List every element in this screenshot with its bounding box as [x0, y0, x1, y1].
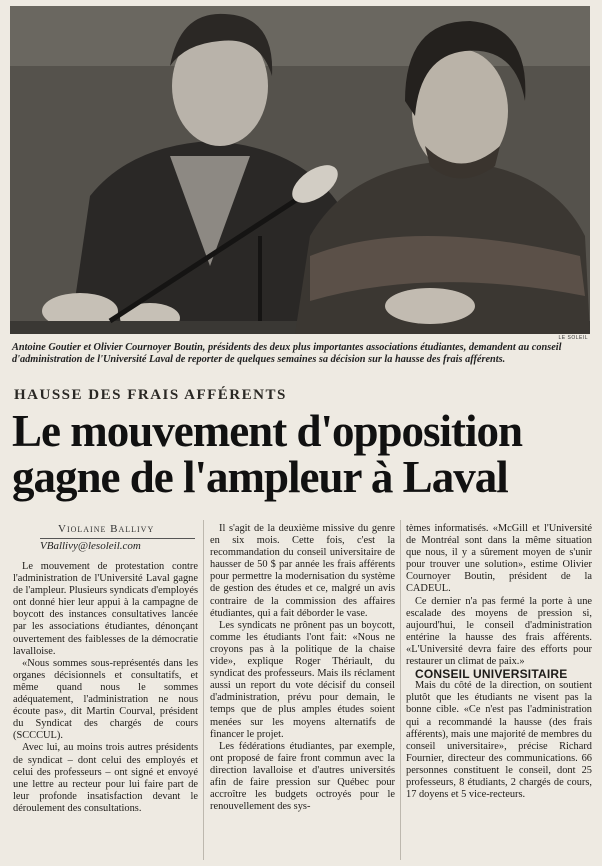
paragraph: Le mouvement de protestation contre l'administration de l'Université Laval gagne de l'ampleur. Plusieurs syndicats d'employés ont donné hier leur appui à la campagne de boycott des instances consultatives lancée par les associations étudiantes, dénonçant ouvertement des faiblesses de la démocratie lavalloise.: [13, 561, 198, 657]
section-subhead: CONSEIL UNIVERSITAIRE: [415, 667, 568, 682]
photo-caption: Antoine Goutier et Olivier Cournoyer Boutin, présidents des deux plus importantes associations étudiantes, demandent au conseil d'administration de l'Université Laval de reporter de quelques semaines sa décision sur la hausse des frais afférents.: [12, 342, 562, 365]
news-photo: [10, 6, 590, 334]
author-email[interactable]: VBallivy@lesoleil.com: [40, 538, 195, 552]
paragraph: Les fédérations étudiantes, par exemple, ont proposé de faire front commun avec la direction lavalloise et d'autres universités afin de faire pression sur Québec pour accroître les budgets octroyés pour le renouvellement des sys-: [210, 740, 395, 813]
byline: Violaine Ballivy: [58, 523, 155, 535]
headline-line-1: Le mouvement d'opposition: [12, 406, 523, 456]
column-divider: [400, 520, 401, 860]
photo-illustration: [10, 6, 590, 334]
column-divider: [203, 520, 204, 860]
paragraph: Il s'agit de la deuxième missive du genre en six mois. Cette fois, c'est la recommandation du conseil universitaire de hausser de 50 $ par année les frais afférents pour permettre la modernisation du système de gestion des études et ce, malgré un avis contraire de la commission des affaires étudiantes, qui a fait déborder le vase.: [210, 523, 395, 619]
paragraph: «Nous sommes sous-représentés dans les organes décisionnels et consultatifs, et même quand nous le sommes adéquatement, l'administration ne nous écoute pas», dit Martin Courval, président du Syndicat des chargés de cours (SCCCUL).: [13, 657, 198, 742]
article-column-2: [210, 523, 395, 813]
photo-credit: LE SOLEIL: [558, 335, 588, 341]
paragraph: Ce dernier n'a pas fermé la porte à une escalade des moyens de pression si, aujourd'hui, le conseil d'administration entérine la hausse des frais afférents. «L'Université devra faire des efforts pour restaurer un climat de paix.»: [406, 595, 592, 668]
article-headline: [12, 408, 592, 500]
article-kicker: HAUSSE DES FRAIS AFFÉRENTS: [14, 387, 287, 403]
paragraph: Avec lui, au moins trois autres présidents de syndicat – dont celui des employés et celui des professeurs – ont signé et envoyé une lettre au recteur pour lui faire part de leur profonde insatisfaction devant le déroulement des consultations.: [13, 742, 198, 814]
paragraph: Les syndicats ne prônent pas un boycott, comme les étudiants l'ont fait: «Nous ne croyons pas à la politique de la chaise vide», explique Roger Thériault, du syndicat des professeurs. Mais ils réclament aussi un report du vote décisif du conseil d'administration, prévu pour demain, le temps que de plus amples études soient menées sur les moyens alternatifs de financer le projet.: [210, 619, 395, 740]
headline-line-2: gagne de l'ampleur à Laval: [12, 452, 508, 502]
article-column-1: [13, 561, 198, 815]
article-column-3: [406, 523, 592, 801]
paragraph: tèmes informatisés. «McGill et l'Université de Montréal sont dans la même situation que nous, il y a sûrement moyen de s'unir pour trouver une solution», estime Olivier Cournoyer Boutin, président de la CADEUL.: [406, 523, 592, 595]
paragraph: Mais du côté de la direction, on soutient plutôt que les étudiants ne visent pas la bonne cible. «Ce n'est pas l'administration qui a recommandé la hausse (des frais afférents), mais une majorité de membres du conseil universitaire», précise Richard Fournier, directeur des communications. 66 personnes constituent le conseil, dont 25 professeurs, 8 étudiants, 2 chargés de cours, 17 doyens et 5 vice-recteurs.: [406, 680, 592, 801]
